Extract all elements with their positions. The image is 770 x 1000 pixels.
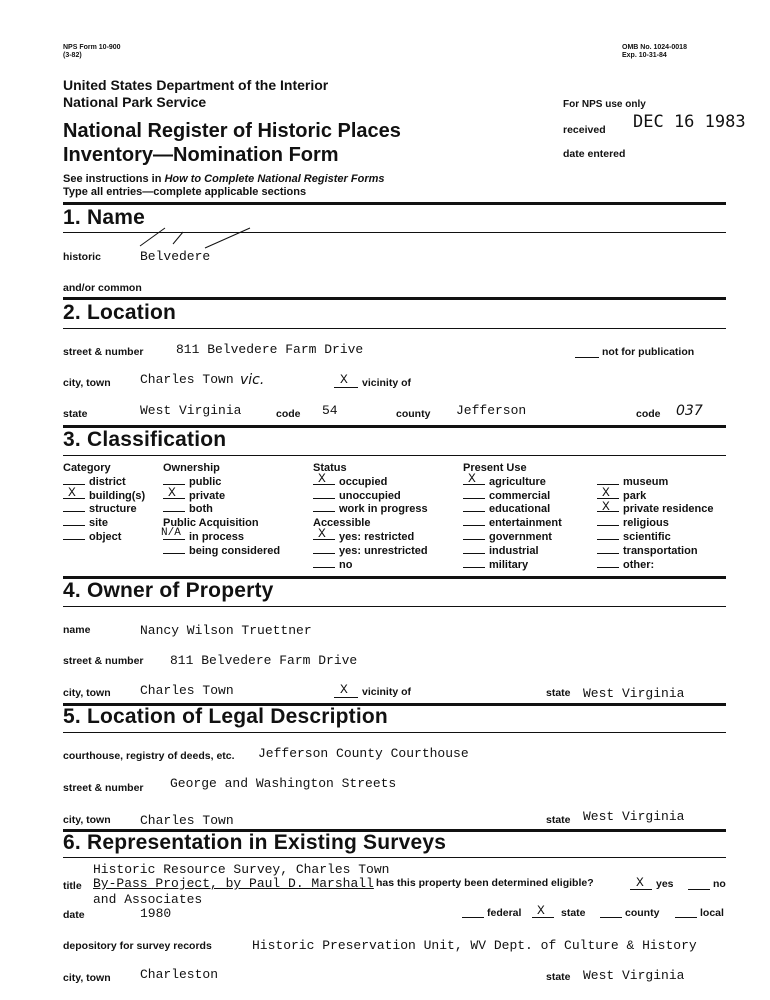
expiration-date: Exp. 10-31-84 bbox=[622, 52, 667, 59]
agency-name: National Park Service bbox=[63, 94, 207, 110]
survey-title-line3[interactable]: and Associates bbox=[93, 892, 203, 907]
section-rule bbox=[63, 455, 726, 456]
status-checkbox[interactable] bbox=[313, 471, 335, 486]
category-checkbox[interactable] bbox=[63, 531, 85, 540]
section-2-heading: 2. Location bbox=[63, 301, 177, 324]
eligible-yes-label: yes bbox=[656, 878, 674, 890]
owner-street-label: street & number bbox=[63, 655, 144, 667]
section-rule bbox=[63, 606, 726, 607]
eligible-question: has this property been determined eligible? bbox=[376, 877, 594, 889]
city-town-label: city, town bbox=[63, 377, 111, 389]
category-label: site bbox=[89, 517, 108, 530]
category-label: object bbox=[89, 530, 122, 543]
present-use-checkbox[interactable] bbox=[463, 503, 485, 512]
legal-street-label: street & number bbox=[63, 782, 144, 794]
form-revision: (3-82) bbox=[63, 52, 82, 59]
status-label: unoccupied bbox=[339, 489, 401, 502]
present-use-title: Present Use bbox=[463, 462, 527, 474]
acquisition-label: being considered bbox=[189, 544, 281, 557]
accessible-checkbox[interactable] bbox=[313, 526, 335, 542]
category-column bbox=[63, 462, 145, 545]
accessible-label: yes: unrestricted bbox=[339, 544, 428, 557]
present-use-option[interactable] bbox=[597, 484, 714, 504]
owner-city-label: city, town bbox=[63, 687, 111, 699]
depository-state-label: state bbox=[546, 971, 571, 983]
accessible-label: no bbox=[339, 558, 353, 571]
owner-name-value[interactable]: Nancy Wilson Truettner bbox=[140, 623, 312, 638]
present-use-option[interactable] bbox=[597, 498, 714, 517]
status-option[interactable] bbox=[313, 503, 428, 517]
acquisition-checkbox[interactable] bbox=[163, 545, 185, 554]
present-use-check-mark: X bbox=[602, 484, 610, 500]
state-code-value[interactable]: 54 bbox=[322, 403, 338, 418]
present-use-label: commercial bbox=[489, 489, 551, 502]
present-use-label: military bbox=[489, 558, 529, 571]
category-option[interactable] bbox=[63, 531, 145, 545]
present-use-label: government bbox=[489, 530, 552, 543]
present-use-label: scientific bbox=[623, 530, 671, 543]
city-value[interactable]: Charles Town bbox=[140, 372, 234, 387]
present-use-label: museum bbox=[623, 475, 669, 488]
historic-label: historic bbox=[63, 251, 101, 263]
present-use-option[interactable] bbox=[463, 471, 562, 490]
category-title: Category bbox=[63, 462, 111, 474]
county-label: county bbox=[396, 408, 431, 420]
present-use-option[interactable] bbox=[463, 503, 562, 517]
county-value[interactable]: Jefferson bbox=[456, 403, 527, 418]
vicinity-handwritten: vic. bbox=[240, 372, 265, 388]
status-label: work in progress bbox=[339, 503, 428, 516]
courthouse-label: courthouse, registry of deeds, etc. bbox=[63, 750, 235, 762]
state-label: state bbox=[63, 408, 88, 420]
code-label: code bbox=[276, 408, 301, 420]
ownership-option[interactable] bbox=[163, 503, 280, 517]
depository-value[interactable]: Historic Preservation Unit, WV Dept. of Culture & History bbox=[252, 938, 697, 953]
present-use-checkbox[interactable] bbox=[463, 490, 485, 499]
present-use-column bbox=[463, 462, 562, 572]
survey-state-mark[interactable]: X bbox=[537, 903, 545, 918]
status-option[interactable] bbox=[313, 471, 428, 490]
section-3-heading: 3. Classification bbox=[63, 428, 227, 451]
accessible-option[interactable] bbox=[313, 526, 428, 545]
present-use-option[interactable] bbox=[463, 531, 562, 545]
section-rule bbox=[63, 857, 726, 858]
ownership-column bbox=[163, 462, 280, 559]
ownership-option[interactable] bbox=[163, 484, 280, 504]
present-use-checkbox[interactable] bbox=[597, 498, 619, 514]
owner-vicinity-check-mark[interactable]: X bbox=[340, 682, 348, 697]
status-checkbox[interactable] bbox=[313, 490, 335, 499]
survey-date-value[interactable]: 1980 bbox=[140, 906, 172, 921]
present-use-label: other: bbox=[623, 558, 655, 571]
depository-city-value[interactable]: Charleston bbox=[140, 967, 219, 982]
present-use-checkbox[interactable] bbox=[597, 476, 619, 485]
federal-label: federal bbox=[487, 907, 522, 919]
legal-city-label: city, town bbox=[63, 814, 111, 826]
present-use-checkbox[interactable] bbox=[597, 545, 619, 554]
ownership-checkbox[interactable] bbox=[163, 476, 185, 485]
survey-state-option-label: state bbox=[561, 907, 586, 919]
present-use-label: park bbox=[623, 489, 647, 502]
present-use-checkbox[interactable] bbox=[597, 559, 619, 568]
present-use-label: educational bbox=[489, 503, 551, 516]
present-use-label: transportation bbox=[623, 544, 698, 557]
instructions-line1: See instructions in How to Complete National Register Forms bbox=[63, 173, 385, 185]
legal-city-value[interactable]: Charles Town bbox=[140, 813, 234, 828]
section-1-heading: 1. Name bbox=[63, 206, 145, 229]
present-use-checkbox[interactable] bbox=[597, 531, 619, 540]
ownership-title: Ownership bbox=[163, 462, 220, 474]
received-date-stamp: DEC 16 1983 bbox=[633, 112, 746, 132]
ownership-label: private bbox=[189, 489, 226, 502]
ownership-label: both bbox=[189, 503, 213, 516]
status-checkbox[interactable] bbox=[313, 503, 335, 512]
survey-county-label: county bbox=[625, 907, 660, 919]
ownership-checkbox[interactable] bbox=[163, 503, 185, 512]
depository-state-value[interactable]: West Virginia bbox=[583, 968, 685, 983]
present-use-label: private residence bbox=[623, 503, 714, 516]
form-title-line1: National Register of Historic Places bbox=[63, 120, 401, 142]
present-use-check-mark: X bbox=[602, 498, 610, 514]
category-label: district bbox=[89, 475, 126, 488]
owner-name-label: name bbox=[63, 624, 91, 636]
present-use-checkbox[interactable] bbox=[463, 545, 485, 554]
section-rule bbox=[63, 202, 726, 205]
present-use-option[interactable] bbox=[463, 559, 562, 573]
present-use-checkbox[interactable] bbox=[597, 484, 619, 500]
omb-number: OMB No. 1024-0018 bbox=[622, 44, 687, 51]
survey-title-label: title bbox=[63, 880, 82, 892]
owner-vicinity-label: vicinity of bbox=[362, 686, 412, 698]
status-check-mark: X bbox=[318, 471, 326, 486]
present-use-option[interactable] bbox=[597, 545, 714, 559]
status-column bbox=[313, 462, 428, 572]
present-use-option[interactable] bbox=[597, 559, 714, 573]
common-name-label: and/or common bbox=[63, 282, 142, 294]
owner-street-value[interactable]: 811 Belvedere Farm Drive bbox=[170, 653, 358, 668]
section-6-heading: 6. Representation in Existing Surveys bbox=[63, 831, 447, 854]
present-use-checkbox[interactable] bbox=[463, 531, 485, 540]
present-use-checkbox[interactable] bbox=[463, 559, 485, 568]
present-use-option[interactable] bbox=[597, 517, 714, 531]
form-title-line2: Inventory—Nomination Form bbox=[63, 144, 339, 166]
category-checkbox[interactable] bbox=[63, 484, 85, 500]
date-entered-label: date entered bbox=[563, 148, 626, 160]
category-checkbox[interactable] bbox=[63, 503, 85, 512]
category-label: structure bbox=[89, 503, 137, 516]
not-for-publication-label: not for publication bbox=[602, 346, 695, 358]
category-check-mark: X bbox=[68, 484, 76, 500]
survey-title-line1[interactable]: Historic Resource Survey, Charles Town bbox=[93, 862, 390, 877]
accessible-checkbox[interactable] bbox=[313, 545, 335, 554]
acquisition-option[interactable] bbox=[163, 545, 280, 559]
status-option[interactable] bbox=[313, 490, 428, 504]
survey-date-label: date bbox=[63, 909, 85, 921]
category-option[interactable] bbox=[63, 503, 145, 517]
present-use-column-2 bbox=[597, 462, 714, 572]
department-name: United States Department of the Interior bbox=[63, 77, 329, 93]
accessible-option[interactable] bbox=[313, 559, 428, 573]
county-code-value[interactable]: 037 bbox=[676, 403, 703, 419]
depository-city-label: city, town bbox=[63, 972, 111, 984]
eligible-yes-mark[interactable]: X bbox=[636, 875, 644, 890]
status-title: Status bbox=[313, 462, 347, 474]
survey-local-label: local bbox=[700, 907, 724, 919]
ownership-checkbox[interactable] bbox=[163, 484, 185, 500]
public-acquisition-title: Public Acquisition bbox=[163, 517, 259, 530]
present-use-checkbox[interactable] bbox=[463, 517, 485, 526]
category-option[interactable] bbox=[63, 517, 145, 531]
present-use-label: entertainment bbox=[489, 517, 562, 530]
vicinity-label: vicinity of bbox=[362, 377, 412, 389]
category-checkbox[interactable] bbox=[63, 517, 85, 526]
category-checkbox[interactable] bbox=[63, 476, 85, 485]
owner-state-value[interactable]: West Virginia bbox=[583, 686, 685, 701]
legal-state-label: state bbox=[546, 814, 571, 826]
acquisition-check-mark: N/A bbox=[161, 527, 181, 540]
present-use-label: religious bbox=[623, 517, 669, 530]
state-value[interactable]: West Virginia bbox=[140, 403, 242, 418]
accessible-title: Accessible bbox=[313, 517, 371, 530]
present-use-option[interactable] bbox=[463, 545, 562, 559]
present-use-label: industrial bbox=[489, 544, 539, 557]
eligible-no-label: no bbox=[713, 878, 726, 890]
section-rule bbox=[63, 732, 726, 733]
present-use-label: agriculture bbox=[489, 475, 546, 488]
owner-city-value[interactable]: Charles Town bbox=[140, 683, 234, 698]
section-4-heading: 4. Owner of Property bbox=[63, 579, 274, 602]
ownership-label: public bbox=[189, 475, 222, 488]
acquisition-checkbox[interactable] bbox=[161, 527, 185, 540]
street-number-label: street & number bbox=[63, 346, 144, 358]
category-option[interactable] bbox=[63, 484, 146, 504]
form-number: NPS Form 10-900 bbox=[63, 44, 121, 51]
historic-name-value[interactable]: Belvedere bbox=[140, 249, 211, 264]
present-use-option[interactable] bbox=[597, 476, 714, 490]
survey-title-line2[interactable]: By-Pass Project, by Paul D. Marshall bbox=[93, 876, 374, 891]
ownership-option[interactable] bbox=[163, 476, 280, 490]
present-use-option[interactable] bbox=[463, 517, 562, 531]
depository-label: depository for survey records bbox=[63, 940, 212, 952]
legal-state-value[interactable]: West Virginia bbox=[583, 809, 685, 824]
section-5-heading: 5. Location of Legal Description bbox=[63, 705, 388, 728]
accessible-option[interactable] bbox=[313, 545, 428, 559]
present-use-option[interactable] bbox=[597, 531, 714, 545]
acquisition-label: in process bbox=[189, 530, 245, 543]
acquisition-option[interactable] bbox=[161, 527, 280, 545]
ownership-check-mark: X bbox=[168, 484, 176, 500]
courthouse-value[interactable]: Jefferson County Courthouse bbox=[258, 746, 469, 761]
accessible-check-mark: X bbox=[318, 526, 326, 542]
vicinity-check-mark[interactable]: X bbox=[340, 372, 348, 387]
present-use-check-mark: X bbox=[468, 471, 476, 486]
present-use-option[interactable] bbox=[463, 490, 562, 504]
section-rule bbox=[63, 297, 726, 300]
owner-state-label: state bbox=[546, 687, 571, 699]
status-label: occupied bbox=[339, 475, 388, 488]
category-label: building(s) bbox=[89, 489, 146, 502]
instructions-line2: Type all entries—complete applicable sections bbox=[63, 186, 307, 198]
legal-street-value[interactable]: George and Washington Streets bbox=[170, 776, 397, 791]
nps-use-label: For NPS use only bbox=[563, 99, 646, 110]
accessible-checkbox[interactable] bbox=[313, 559, 335, 568]
present-use-checkbox[interactable] bbox=[463, 471, 485, 486]
section-rule bbox=[63, 328, 726, 329]
pen-mark bbox=[135, 222, 255, 252]
received-label: received bbox=[563, 124, 606, 136]
street-value[interactable]: 811 Belvedere Farm Drive bbox=[176, 342, 364, 357]
county-code-label: code bbox=[636, 408, 661, 420]
present-use-checkbox[interactable] bbox=[597, 517, 619, 526]
accessible-label: yes: restricted bbox=[339, 530, 415, 543]
